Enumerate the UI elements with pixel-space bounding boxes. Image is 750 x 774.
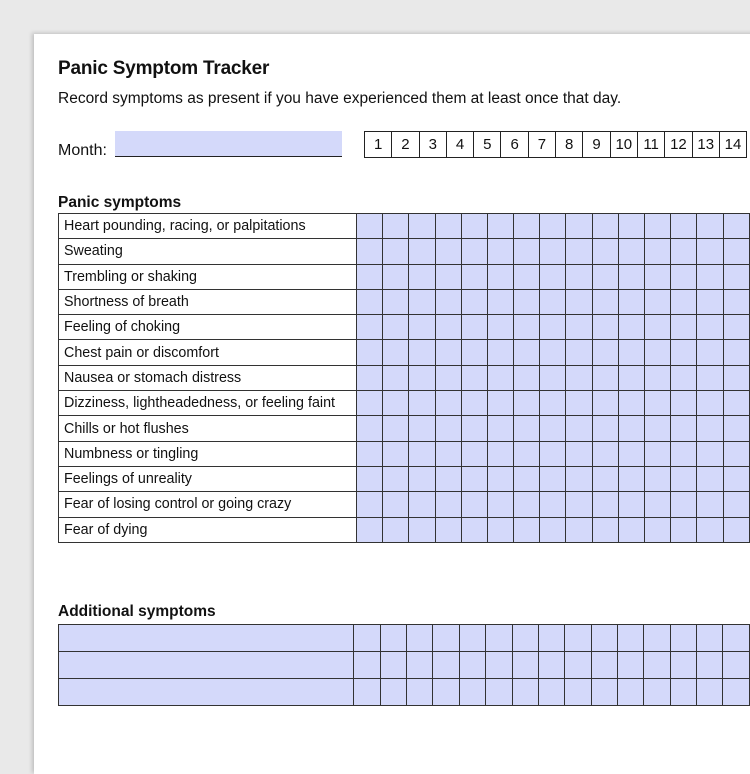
additional-symptom-row [59, 652, 750, 679]
day-checkbox[interactable] [671, 239, 697, 264]
day-checkbox[interactable] [618, 416, 644, 441]
day-checkbox[interactable] [435, 492, 461, 517]
day-checkbox[interactable] [644, 625, 670, 652]
day-checkbox[interactable] [723, 492, 749, 517]
day-checkbox[interactable] [514, 517, 540, 542]
day-checkbox[interactable] [592, 416, 618, 441]
symptom-label: Dizziness, lightheadedness, or feeling faint [59, 391, 357, 416]
day-checkbox[interactable] [618, 466, 644, 491]
day-checkbox[interactable] [618, 517, 644, 542]
day-checkbox[interactable] [645, 441, 671, 466]
day-checkbox[interactable] [592, 315, 618, 340]
day-checkbox[interactable] [487, 416, 513, 441]
day-checkbox[interactable] [407, 625, 433, 652]
day-checkbox[interactable] [433, 652, 459, 679]
day-checkbox[interactable] [540, 492, 566, 517]
day-checkbox[interactable] [512, 679, 538, 706]
symptom-label: Trembling or shaking [59, 264, 357, 289]
day-checkbox[interactable] [435, 441, 461, 466]
day-number: 9 [583, 132, 610, 157]
day-checkbox[interactable] [618, 214, 644, 239]
day-checkbox[interactable] [618, 441, 644, 466]
day-checkbox[interactable] [435, 391, 461, 416]
day-checkbox[interactable] [433, 625, 459, 652]
day-checkbox[interactable] [435, 416, 461, 441]
day-checkbox[interactable] [383, 214, 409, 239]
day-checkbox[interactable] [514, 466, 540, 491]
day-checkbox[interactable] [356, 315, 382, 340]
symptom-row [59, 289, 750, 314]
day-checkbox[interactable] [354, 625, 380, 652]
month-label: Month: [58, 142, 107, 159]
symptom-label: Nausea or stomach distress [59, 365, 357, 390]
day-number: 14 [720, 132, 747, 157]
day-checkbox[interactable] [723, 239, 749, 264]
day-checkbox[interactable] [383, 264, 409, 289]
day-checkbox[interactable] [723, 214, 749, 239]
day-checkbox[interactable] [514, 264, 540, 289]
day-checkbox[interactable] [618, 679, 644, 706]
day-checkbox[interactable] [697, 441, 723, 466]
day-checkbox[interactable] [435, 517, 461, 542]
day-checkbox[interactable] [723, 315, 749, 340]
day-checkbox[interactable] [356, 365, 382, 390]
day-checkbox[interactable] [697, 214, 723, 239]
day-checkbox[interactable] [409, 391, 435, 416]
day-checkbox[interactable] [487, 239, 513, 264]
day-checkbox[interactable] [540, 416, 566, 441]
day-checkbox[interactable] [540, 466, 566, 491]
day-checkbox[interactable] [356, 441, 382, 466]
day-checkbox[interactable] [592, 517, 618, 542]
day-checkbox[interactable] [670, 625, 696, 652]
day-checkbox[interactable] [671, 517, 697, 542]
day-checkbox[interactable] [435, 365, 461, 390]
day-checkbox[interactable] [671, 264, 697, 289]
panic-symptoms-table [58, 213, 750, 543]
day-checkbox[interactable] [566, 365, 592, 390]
symptom-row [59, 391, 750, 416]
day-checkbox[interactable] [592, 492, 618, 517]
day-checkbox[interactable] [409, 289, 435, 314]
day-checkbox[interactable] [592, 365, 618, 390]
day-checkbox[interactable] [591, 652, 617, 679]
day-checkbox[interactable] [487, 214, 513, 239]
day-checkbox[interactable] [697, 239, 723, 264]
day-checkbox[interactable] [592, 391, 618, 416]
day-checkbox[interactable] [409, 441, 435, 466]
day-checkbox[interactable] [645, 214, 671, 239]
day-checkbox[interactable] [618, 391, 644, 416]
day-checkbox[interactable] [383, 239, 409, 264]
day-checkbox[interactable] [566, 289, 592, 314]
day-checkbox[interactable] [461, 441, 487, 466]
day-checkbox[interactable] [512, 652, 538, 679]
symptom-label: Fear of dying [59, 517, 357, 542]
day-checkbox[interactable] [407, 679, 433, 706]
day-checkbox[interactable] [514, 214, 540, 239]
day-checkbox[interactable] [409, 340, 435, 365]
day-checkbox[interactable] [618, 492, 644, 517]
day-checkbox[interactable] [540, 289, 566, 314]
additional-symptom-field[interactable] [61, 654, 351, 676]
day-number: 1 [365, 132, 392, 157]
day-checkbox[interactable] [435, 315, 461, 340]
day-checkbox[interactable] [566, 517, 592, 542]
day-checkbox[interactable] [618, 264, 644, 289]
day-number: 5 [474, 132, 501, 157]
form-subtitle: Record symptoms as present if you have experienced them at least once that day. [58, 90, 622, 107]
day-checkbox[interactable] [459, 625, 485, 652]
symptom-row [59, 264, 750, 289]
day-checkbox[interactable] [591, 625, 617, 652]
day-checkbox[interactable] [618, 365, 644, 390]
additional-symptom-row [59, 625, 750, 652]
additional-symptoms-table [58, 624, 750, 706]
day-checkbox[interactable] [540, 441, 566, 466]
day-checkbox[interactable] [540, 365, 566, 390]
day-checkbox[interactable] [461, 214, 487, 239]
day-checkbox[interactable] [566, 416, 592, 441]
day-checkbox[interactable] [671, 441, 697, 466]
day-checkbox[interactable] [697, 391, 723, 416]
day-checkbox[interactable] [461, 289, 487, 314]
day-checkbox[interactable] [383, 441, 409, 466]
day-checkbox[interactable] [461, 340, 487, 365]
additional-symptom-row [59, 679, 750, 706]
day-checkbox[interactable] [383, 517, 409, 542]
day-checkbox[interactable] [697, 289, 723, 314]
day-number: 4 [447, 132, 474, 157]
day-checkbox[interactable] [566, 315, 592, 340]
day-checkbox[interactable] [356, 239, 382, 264]
day-checkbox[interactable] [435, 264, 461, 289]
day-checkbox[interactable] [645, 315, 671, 340]
day-checkbox[interactable] [383, 391, 409, 416]
day-checkbox[interactable] [487, 441, 513, 466]
day-checkbox[interactable] [435, 289, 461, 314]
day-checkbox[interactable] [723, 466, 749, 491]
day-checkbox[interactable] [671, 340, 697, 365]
day-checkbox[interactable] [487, 391, 513, 416]
day-number: 11 [638, 132, 665, 157]
day-checkbox[interactable] [592, 214, 618, 239]
day-checkbox[interactable] [461, 315, 487, 340]
day-checkbox[interactable] [433, 679, 459, 706]
symptom-label: Chills or hot flushes [59, 416, 357, 441]
day-checkbox[interactable] [461, 365, 487, 390]
day-number: 6 [501, 132, 528, 157]
symptom-label: Feeling of choking [59, 315, 357, 340]
day-checkbox[interactable] [671, 289, 697, 314]
day-checkbox[interactable] [461, 264, 487, 289]
day-checkbox[interactable] [538, 652, 564, 679]
day-checkbox[interactable] [645, 239, 671, 264]
day-checkbox[interactable] [566, 264, 592, 289]
day-checkbox[interactable] [644, 652, 670, 679]
day-checkbox[interactable] [592, 289, 618, 314]
day-checkbox[interactable] [566, 441, 592, 466]
symptom-row [59, 441, 750, 466]
day-checkbox[interactable] [409, 214, 435, 239]
day-checkbox[interactable] [514, 365, 540, 390]
day-checkbox[interactable] [380, 625, 406, 652]
day-checkbox[interactable] [409, 264, 435, 289]
day-checkbox[interactable] [487, 517, 513, 542]
symptom-row [59, 315, 750, 340]
day-number: 7 [529, 132, 556, 157]
day-checkbox[interactable] [645, 517, 671, 542]
day-checkbox[interactable] [697, 416, 723, 441]
day-checkbox[interactable] [461, 416, 487, 441]
day-checkbox[interactable] [409, 416, 435, 441]
day-checkbox[interactable] [383, 289, 409, 314]
additional-symptoms-heading: Additional symptoms [58, 603, 216, 620]
additional-symptom-cell [59, 625, 354, 652]
day-checkbox[interactable] [540, 315, 566, 340]
day-checkbox[interactable] [409, 466, 435, 491]
day-checkbox[interactable] [566, 340, 592, 365]
day-checkbox[interactable] [514, 340, 540, 365]
day-checkbox[interactable] [618, 340, 644, 365]
day-checkbox[interactable] [671, 365, 697, 390]
day-checkbox[interactable] [723, 517, 749, 542]
day-checkbox[interactable] [671, 492, 697, 517]
day-checkbox[interactable] [354, 652, 380, 679]
day-checkbox[interactable] [723, 365, 749, 390]
symptom-row [59, 214, 750, 239]
day-checkbox[interactable] [380, 652, 406, 679]
day-checkbox[interactable] [618, 289, 644, 314]
day-checkbox[interactable] [487, 315, 513, 340]
day-checkbox[interactable] [435, 239, 461, 264]
day-checkbox[interactable] [697, 517, 723, 542]
day-checkbox[interactable] [670, 679, 696, 706]
day-checkbox[interactable] [723, 679, 750, 706]
day-checkbox[interactable] [487, 289, 513, 314]
symptom-row [59, 340, 750, 365]
day-checkbox[interactable] [540, 214, 566, 239]
day-checkbox[interactable] [356, 416, 382, 441]
day-checkbox[interactable] [697, 492, 723, 517]
day-checkbox[interactable] [461, 466, 487, 491]
day-checkbox[interactable] [356, 264, 382, 289]
day-number-header [364, 131, 747, 158]
day-checkbox[interactable] [514, 239, 540, 264]
day-checkbox[interactable] [671, 315, 697, 340]
day-checkbox[interactable] [538, 625, 564, 652]
day-checkbox[interactable] [723, 264, 749, 289]
day-checkbox[interactable] [461, 391, 487, 416]
form-title: Panic Symptom Tracker [58, 58, 270, 79]
day-checkbox[interactable] [409, 492, 435, 517]
day-checkbox[interactable] [461, 492, 487, 517]
day-checkbox[interactable] [697, 340, 723, 365]
day-checkbox[interactable] [383, 340, 409, 365]
day-checkbox[interactable] [618, 239, 644, 264]
day-checkbox[interactable] [566, 214, 592, 239]
day-checkbox[interactable] [566, 466, 592, 491]
day-checkbox[interactable] [592, 239, 618, 264]
day-checkbox[interactable] [356, 289, 382, 314]
day-checkbox[interactable] [697, 315, 723, 340]
day-checkbox[interactable] [356, 214, 382, 239]
day-checkbox[interactable] [514, 289, 540, 314]
day-checkbox[interactable] [487, 492, 513, 517]
day-checkbox[interactable] [566, 239, 592, 264]
day-checkbox[interactable] [645, 340, 671, 365]
day-checkbox[interactable] [592, 466, 618, 491]
day-checkbox[interactable] [671, 416, 697, 441]
day-checkbox[interactable] [383, 492, 409, 517]
day-checkbox[interactable] [435, 340, 461, 365]
day-checkbox[interactable] [645, 416, 671, 441]
day-checkbox[interactable] [356, 466, 382, 491]
day-checkbox[interactable] [383, 365, 409, 390]
symptom-label: Shortness of breath [59, 289, 357, 314]
day-checkbox[interactable] [540, 264, 566, 289]
day-checkbox[interactable] [486, 625, 512, 652]
symptom-row [59, 517, 750, 542]
day-checkbox[interactable] [645, 466, 671, 491]
day-checkbox[interactable] [697, 365, 723, 390]
day-checkbox[interactable] [645, 264, 671, 289]
day-checkbox[interactable] [723, 340, 749, 365]
day-checkbox[interactable] [697, 625, 723, 652]
day-checkbox[interactable] [461, 239, 487, 264]
day-checkbox[interactable] [697, 652, 723, 679]
day-checkbox[interactable] [435, 466, 461, 491]
day-checkbox[interactable] [723, 625, 750, 652]
day-checkbox[interactable] [356, 492, 382, 517]
day-checkbox[interactable] [671, 466, 697, 491]
day-checkbox[interactable] [512, 625, 538, 652]
day-checkbox[interactable] [409, 365, 435, 390]
symptom-row [59, 492, 750, 517]
day-number: 10 [611, 132, 638, 157]
day-checkbox[interactable] [723, 289, 749, 314]
day-checkbox[interactable] [540, 239, 566, 264]
symptom-row [59, 239, 750, 264]
additional-symptom-cell [59, 652, 354, 679]
symptom-label: Heart pounding, racing, or palpitations [59, 214, 357, 239]
day-checkbox[interactable] [671, 391, 697, 416]
day-checkbox[interactable] [435, 214, 461, 239]
day-checkbox[interactable] [461, 517, 487, 542]
day-checkbox[interactable] [514, 315, 540, 340]
day-checkbox[interactable] [459, 652, 485, 679]
day-checkbox[interactable] [618, 315, 644, 340]
panic-symptoms-heading: Panic symptoms [58, 194, 182, 211]
day-checkbox[interactable] [565, 652, 591, 679]
day-checkbox[interactable] [697, 679, 723, 706]
day-checkbox[interactable] [487, 264, 513, 289]
month-field[interactable] [115, 131, 342, 157]
day-checkbox[interactable] [514, 391, 540, 416]
symptom-label: Numbness or tingling [59, 441, 357, 466]
day-checkbox[interactable] [409, 517, 435, 542]
day-checkbox[interactable] [645, 391, 671, 416]
additional-symptom-field[interactable] [61, 681, 351, 703]
day-checkbox[interactable] [409, 315, 435, 340]
symptom-label: Sweating [59, 239, 357, 264]
day-checkbox[interactable] [645, 365, 671, 390]
additional-symptom-field[interactable] [61, 627, 351, 649]
day-checkbox[interactable] [409, 239, 435, 264]
day-checkbox[interactable] [407, 652, 433, 679]
day-checkbox[interactable] [618, 625, 644, 652]
day-checkbox[interactable] [487, 365, 513, 390]
symptom-label: Fear of losing control or going crazy [59, 492, 357, 517]
day-checkbox[interactable] [383, 416, 409, 441]
day-checkbox[interactable] [540, 340, 566, 365]
day-checkbox[interactable] [591, 679, 617, 706]
day-number: 2 [392, 132, 419, 157]
additional-symptom-cell [59, 679, 354, 706]
day-checkbox[interactable] [383, 466, 409, 491]
day-checkbox[interactable] [566, 492, 592, 517]
day-checkbox[interactable] [592, 264, 618, 289]
day-checkbox[interactable] [644, 679, 670, 706]
symptom-row [59, 416, 750, 441]
day-checkbox[interactable] [723, 391, 749, 416]
day-checkbox[interactable] [566, 391, 592, 416]
day-checkbox[interactable] [670, 652, 696, 679]
day-checkbox[interactable] [697, 466, 723, 491]
day-number: 3 [420, 132, 447, 157]
symptom-label: Feelings of unreality [59, 466, 357, 491]
day-checkbox[interactable] [514, 416, 540, 441]
day-checkbox[interactable] [671, 214, 697, 239]
day-checkbox[interactable] [487, 340, 513, 365]
day-checkbox[interactable] [486, 652, 512, 679]
day-checkbox[interactable] [697, 264, 723, 289]
day-checkbox[interactable] [592, 441, 618, 466]
day-checkbox[interactable] [592, 340, 618, 365]
day-checkbox[interactable] [645, 492, 671, 517]
symptom-label: Chest pain or discomfort [59, 340, 357, 365]
day-checkbox[interactable] [486, 679, 512, 706]
day-number: 8 [556, 132, 583, 157]
day-checkbox[interactable] [540, 517, 566, 542]
day-checkbox[interactable] [645, 289, 671, 314]
day-checkbox[interactable] [383, 315, 409, 340]
symptom-row [59, 466, 750, 491]
day-checkbox[interactable] [380, 679, 406, 706]
day-checkbox[interactable] [514, 492, 540, 517]
day-checkbox[interactable] [356, 340, 382, 365]
day-checkbox[interactable] [514, 441, 540, 466]
symptom-row [59, 365, 750, 390]
day-number: 12 [665, 132, 692, 157]
day-number: 13 [693, 132, 720, 157]
day-checkbox[interactable] [356, 517, 382, 542]
day-checkbox[interactable] [540, 391, 566, 416]
day-checkbox[interactable] [487, 466, 513, 491]
day-checkbox[interactable] [538, 679, 564, 706]
day-checkbox[interactable] [618, 652, 644, 679]
day-checkbox[interactable] [565, 679, 591, 706]
day-checkbox[interactable] [723, 441, 749, 466]
day-checkbox[interactable] [354, 679, 380, 706]
day-checkbox[interactable] [356, 391, 382, 416]
day-checkbox[interactable] [723, 416, 749, 441]
day-checkbox[interactable] [723, 652, 750, 679]
day-checkbox[interactable] [459, 679, 485, 706]
day-checkbox[interactable] [565, 625, 591, 652]
